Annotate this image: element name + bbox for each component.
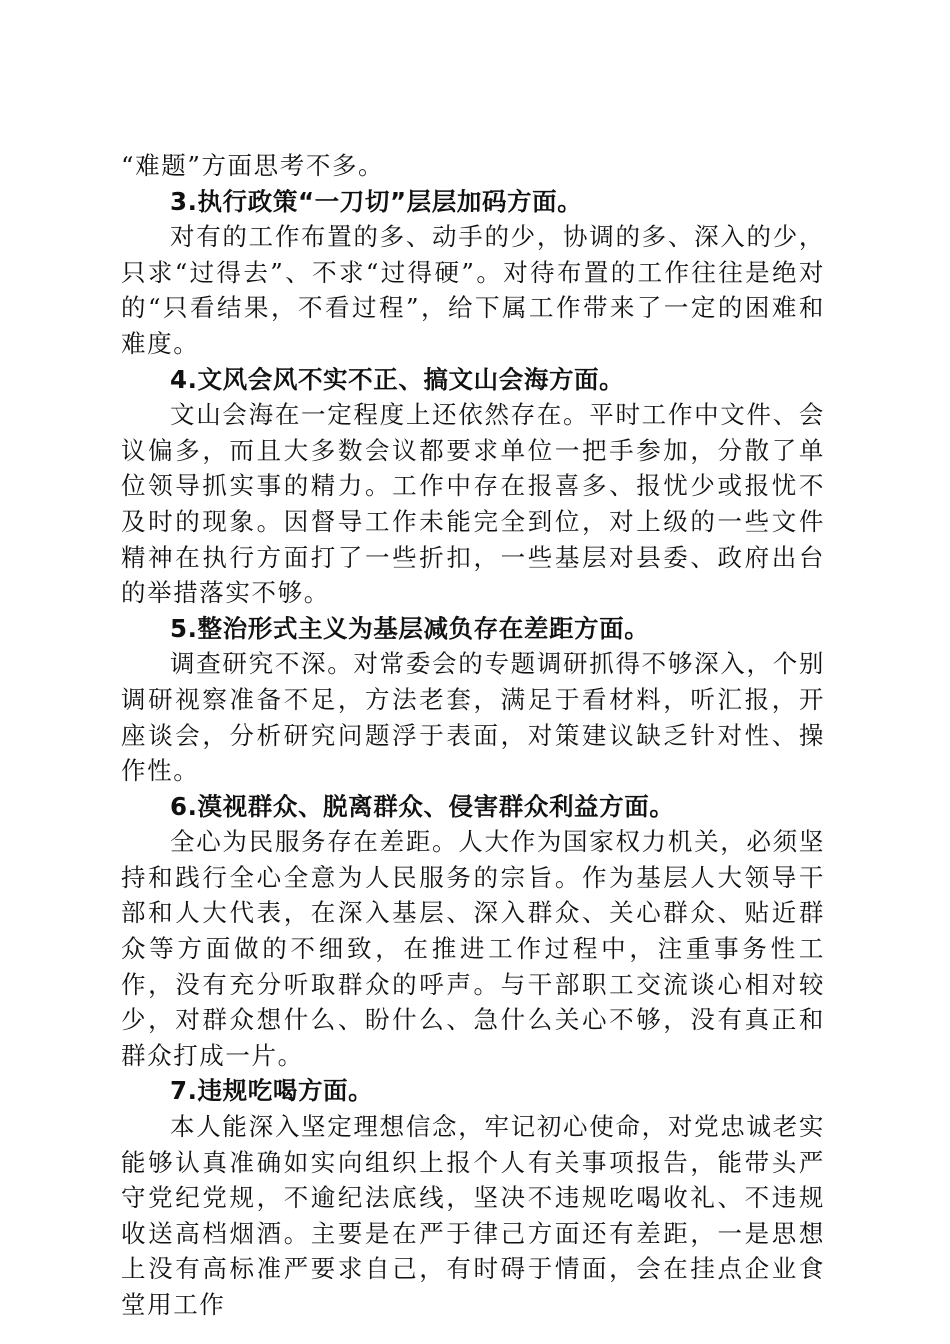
section-heading-5: 5.整治形式主义为基层减负存在差距方面。: [170, 613, 650, 643]
continuation-paragraph: “难题”方面思考不多。: [121, 151, 385, 180]
section-heading-7: 7.违规吃喝方面。: [170, 1076, 374, 1106]
section-heading-6: 6.漠视群众、脱离群众、侵害群众利益方面。: [170, 791, 675, 821]
section-heading-4: 4.文风会风不实不正、搞文山会海方面。: [170, 364, 625, 394]
section-body-5: 调查研究不深。对常委会的专题调研抓得不够深入，个别调研视察准备不足，方法老套，满足于看材料，听汇报，开座谈会，分析研究问题浮于表面，对策建议缺乏针对性、操作性。: [121, 649, 825, 786]
section-body-6: 全心为民服务存在差距。人大作为国家权力机关，必须坚持和践行全心全意为人民服务的宗旨。作为基层人大领导干部和人大代表，在深入基层、深入群众、关心群众、贴近群众等方面做的不细致，在推进工作过程中，注重事务性工作，没有充分听取群众的呼声。与干部职工交流谈心相对较少，对群众想什么、盼什么、急什么关心不够，没有真正和群众打成一片。: [121, 827, 825, 1070]
section-heading-3: 3.执行政策“一刀切”层层加码方面。: [170, 186, 583, 216]
section-body-7: 本人能深入坚定理想信念，牢记初心使命，对党忠诚老实能够认真准确如实向组织上报个人有关事项报告，能带头严守党纪党规，不逾纪法底线，坚决不违规吃喝收礼、不违规收送高档烟酒。主要是在严于律己方面还有差距，一是思想上没有高标准严要求自己，有时碍于情面，会在挂点企业食堂用工作: [121, 1112, 825, 1319]
section-body-3: 对有的工作布置的多、动手的少，协调的多、深入的少，只求“过得去”、不求“过得硬”。对待布置的工作往往是绝对的“只看结果，不看过程”，给下属工作带来了一定的困难和难度。: [121, 222, 825, 358]
section-body-4: 文山会海在一定程度上还依然存在。平时工作中文件、会议偏多，而且大多数会议都要求单位一把手参加，分散了单位领导抓实事的精力。工作中存在报喜多、报忧少或报忧不及时的现象。因督导工作未能完全到位，对上级的一些文件精神在执行方面打了一些折扣，一些基层对县委、政府出台的举措落实不够。: [121, 400, 825, 608]
document-page: [121, 148, 825, 1323]
